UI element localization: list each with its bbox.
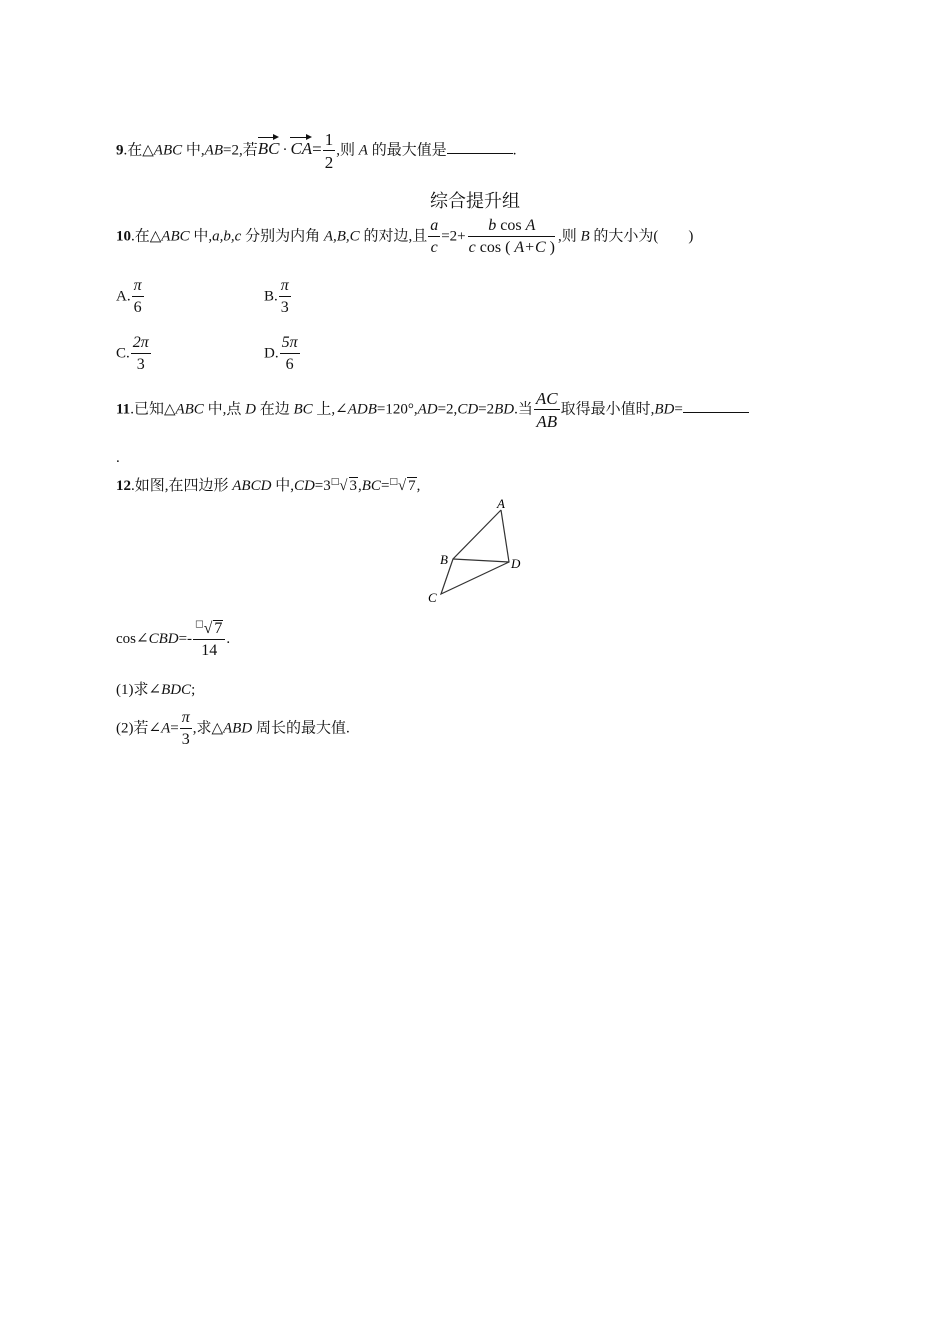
figure-edges [441, 510, 509, 594]
option-d[interactable]: D. $\frac{5\pi}{6}$ [264, 334, 298, 373]
fraction-bcosA-over-ccosAC: $\frac{\text{b cos A}}{\text{c cos ( A+C )}}$ [468, 217, 555, 256]
question-number: 12 [116, 478, 131, 494]
missing-glyph: □ [330, 477, 340, 487]
vector-bc: BC [257, 139, 280, 159]
radical-sign: √ [397, 478, 407, 494]
section-heading: 综合提升组 [430, 191, 520, 212]
answer-blank[interactable] [447, 152, 513, 154]
option-c[interactable]: C. $\frac{2\pi}{3}$ [116, 334, 149, 373]
vertex-a-label: A [497, 496, 505, 511]
part-2: (2)若∠A= $\frac{\pi}{3}$ ,求△ABD 周长的最大值. [116, 709, 350, 748]
vector-ca: CA [290, 139, 313, 159]
fraction-pi-over-3: $\frac{\pi}{3}$ [181, 709, 190, 748]
cosine-condition: cos∠CBD=- $\frac{^□√ 7}{14}$ . [116, 619, 231, 659]
question-10: 10.在△ABC 中,a,b,c 分别为内角 A,B,C 的对边,且 $\frac{a}{c}$ =2+ $\frac{\text{b cos A}}{\text{c cos ( A+C )}}$ ,则 B 的大小为( ) [116, 217, 694, 256]
question-number: 9 [116, 142, 124, 159]
question-number: 10 [116, 228, 131, 245]
fraction-a-over-c: $\frac{a}{c}$ [430, 217, 439, 256]
vertex-c-label: C [428, 590, 437, 605]
question-12: 12.如图,在四边形 ABCD 中,CD=3□√ 3,BC=□√ 7, [116, 477, 421, 494]
question-11: 11.已知△ABC 中,点 D 在边 BC 上,∠ADB=120°,AD=2,CD=2BD.当 $\frac{AC}{AB}$ 取得最小值时,BD= [116, 390, 749, 430]
diagonal-bd [453, 559, 509, 562]
option-a[interactable]: A. $\frac{\pi}{6}$ [116, 277, 142, 316]
answer-blank[interactable] [683, 411, 749, 413]
question-9: 9.在△ABC 中,AB=2,若BC · CA= $\frac{1}{2}$ ,则 A 的最大值是 . [116, 130, 517, 172]
option-b[interactable]: B. $\frac{\pi}{3}$ [264, 277, 289, 316]
vertex-d-label: D [511, 556, 521, 571]
fraction-one-half: $\frac{1}{2}$ [324, 130, 334, 172]
question-11-period: . [116, 450, 120, 466]
missing-glyph: □ [389, 477, 398, 487]
fraction-ac-over-ab: $\frac{AC}{AB}$ [535, 389, 558, 431]
radical-sign: √ [339, 478, 348, 494]
question-number: 11 [116, 401, 131, 418]
vertex-b-label: B [440, 552, 448, 567]
fraction-root7-over-14: $\frac{^□√ 7}{14}$ [193, 620, 225, 659]
quadrilateral-figure [420, 492, 540, 612]
part-1: (1)求∠BDC; [116, 682, 196, 698]
